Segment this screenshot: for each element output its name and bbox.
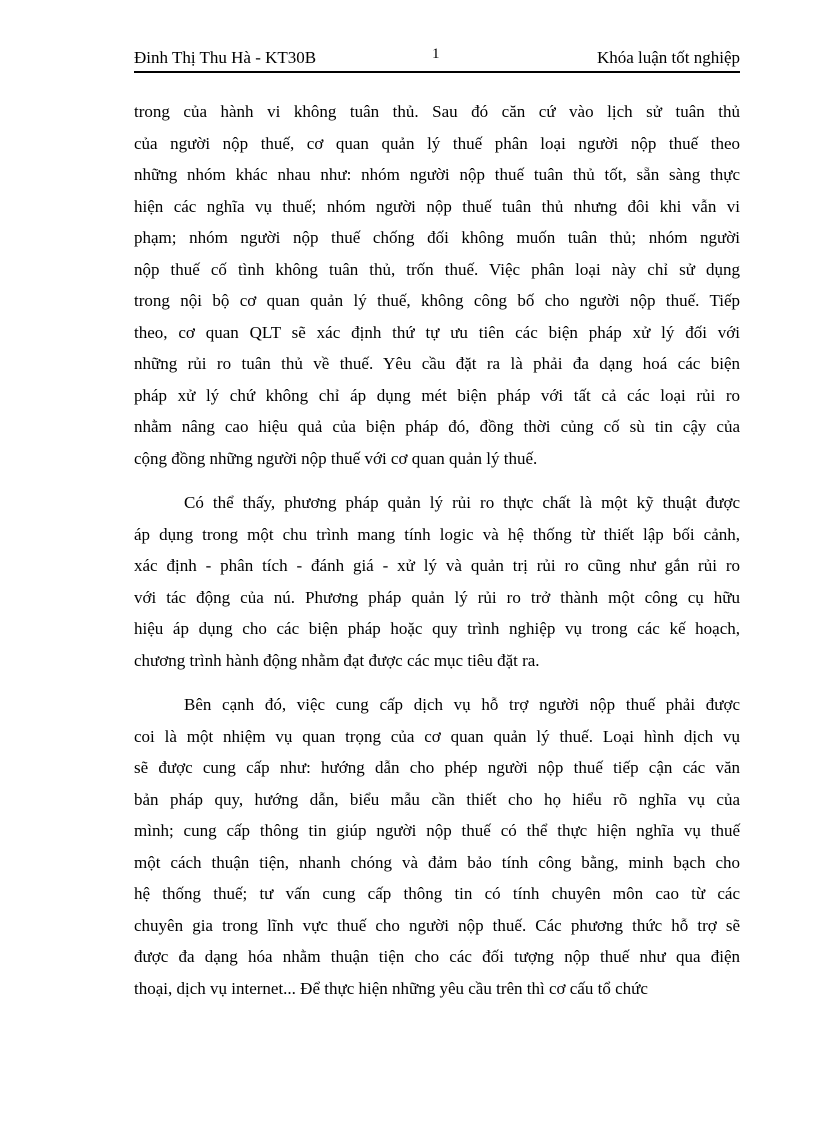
text-line: một cách thuận tiện, nhanh chóng và đảm bảo tính công bằng, minh bạch cho	[134, 852, 740, 872]
text-line: chuyên gia trong lĩnh vực thuế cho người nộp thuế. Các phương thức hỗ trợ sẽ	[134, 915, 740, 935]
text-line: trong nội bộ cơ quan quản lý thuế, không công bố cho người nộp thuế. Tiếp	[134, 291, 740, 310]
text-line: mình; cung cấp thông tin giúp người nộp thuế có thể thực hiện nghĩa vụ thuế	[134, 821, 740, 840]
paragraph-2	[134, 487, 740, 676]
text-line: trong của hành vi không tuân thủ. Sau đó căn cứ vào lịch sử tuân thủ	[134, 102, 740, 121]
text-line: những nhóm khác nhau như: nhóm người nộp thuế tuân thủ tốt, sẵn sàng thực	[134, 165, 740, 184]
text-line: Bên cạnh đó, việc cung cấp dịch vụ hỗ trợ người nộp thuế phải được	[184, 695, 740, 714]
paragraph-1	[134, 96, 740, 474]
paragraph-3	[134, 689, 740, 1004]
body-text	[134, 96, 740, 1017]
text-line: coi là một nhiệm vụ quan trọng của cơ quan quản lý thuế. Loại hình dịch vụ	[134, 726, 740, 746]
text-line: nộp thuế cố tình không tuân thủ, trốn thuế. Việc phân loại này chỉ sử dụng	[134, 259, 740, 279]
text-line: cộng đồng những người nộp thuế với cơ quan quản lý thuế.	[134, 448, 538, 468]
text-line: bản pháp quy, hướng dẫn, biểu mẫu cần thiết cho họ hiểu rõ nghĩa vụ của	[134, 789, 740, 809]
text-line: những rủi ro tuân thủ về thuế. Yêu cầu đặt ra là phải đa dạng hoá các biện	[134, 354, 740, 373]
text-line: theo, cơ quan QLT sẽ xác định thứ tự ưu tiên các biện pháp xử lý đối với	[134, 322, 740, 342]
text-line: pháp xử lý chứ không chỉ áp dụng mét biện pháp với tất cả các loại rủi ro	[134, 385, 740, 405]
text-line: xác định - phân tích - đánh giá - xử lý và quản trị rủi ro cũng như gắn rủi ro	[134, 556, 740, 575]
text-line: nhằm nâng cao hiệu quả của biện pháp đó, đồng thời củng cố sù tin cậy của	[134, 417, 740, 436]
header-rule	[134, 71, 740, 73]
text-line: hiện các nghĩa vụ thuế; nhóm người nộp thuế tuân thủ nhưng đôi khi vẫn vi	[134, 196, 740, 216]
header-doc-type: Khóa luận tốt nghiệp	[596, 48, 740, 67]
text-line: sẽ được cung cấp như: hướng dẫn cho phép người nộp thuế tiếp cận các văn	[134, 758, 740, 777]
text-line: của người nộp thuế, cơ quan quản lý thuế phân loại người nộp thuế theo	[134, 133, 740, 153]
text-line: áp dụng trong một chu trình mang tính logic và hệ thống từ thiết lập bối cảnh,	[134, 524, 740, 544]
text-line: thoại, dịch vụ internet... Để thực hiện những yêu cầu trên thì cơ cấu tổ chức	[134, 978, 648, 998]
text-line: Có thể thấy, phương pháp quản lý rủi ro thực chất là một kỹ thuật được	[184, 493, 740, 512]
text-line: chương trình hành động nhằm đạt được các mục tiêu đặt ra.	[134, 650, 540, 670]
text-line: phạm; nhóm người nộp thuế chống đối không muốn tuân thủ; nhóm người	[134, 228, 740, 247]
page-number: 1	[432, 46, 440, 62]
text-line: được đa dạng hóa nhằm thuận tiện cho các đối tượng nộp thuế như qua điện	[134, 947, 740, 966]
text-line: với tác động của nú. Phương pháp quản lý rủi ro trở thành một công cụ hữu	[134, 587, 740, 607]
header-author: Đinh Thị Thu Hà - KT30B	[134, 48, 317, 67]
text-line: hệ thống thuế; tư vấn cung cấp thông tin có tính chuyên môn cao từ các	[134, 884, 740, 903]
page-header	[134, 48, 740, 70]
text-line: hiệu áp dụng cho các biện pháp hoặc quy trình nghiệp vụ trong các kế hoạch,	[134, 619, 740, 638]
